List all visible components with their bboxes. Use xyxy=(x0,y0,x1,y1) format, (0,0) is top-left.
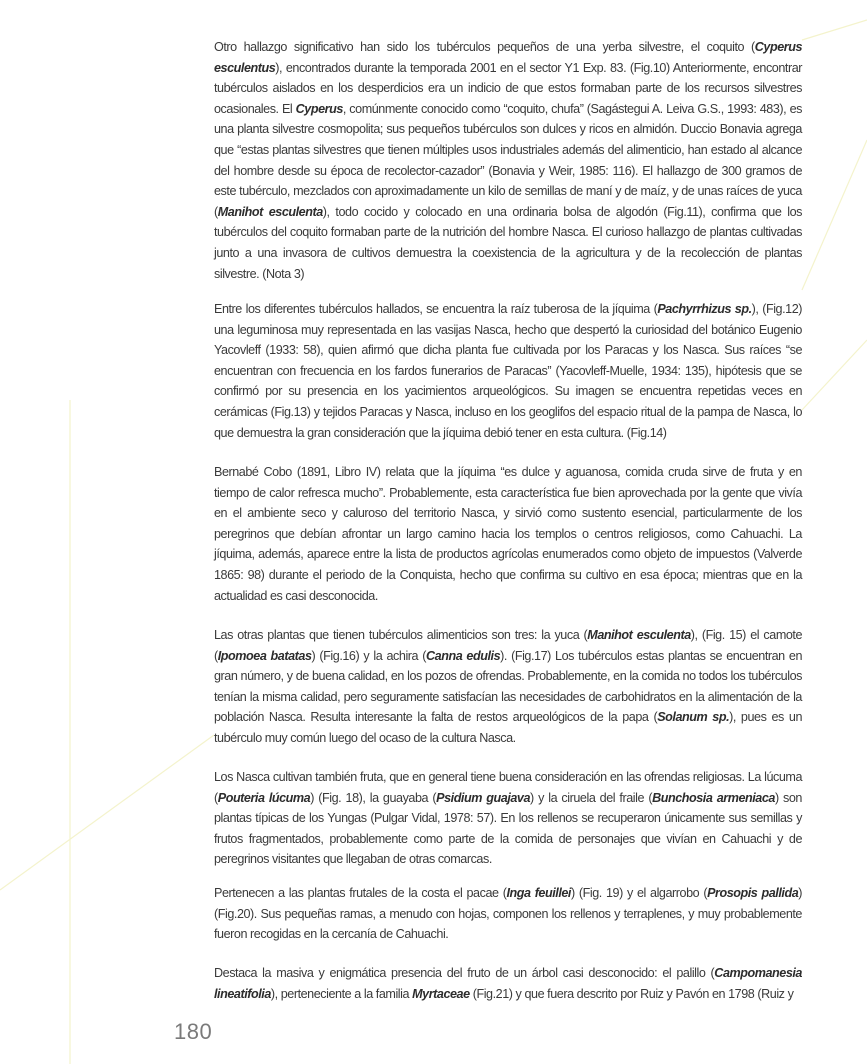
scientific-name: Canna edulis xyxy=(426,648,501,663)
text-run: ), encontrados durante la temporada 2001 en el sector Y1 Exp. 83. (Fig.10) Anteriormente, encontrar tubérculos aislados en los desperdicios era un indicio de que estos formaban parte de los recursos silvestres ocasionales. El xyxy=(214,60,802,116)
scientific-name: Ipomoea batatas xyxy=(217,648,312,663)
paragraph-6 xyxy=(214,883,802,945)
text-run: ), todo cocido y colocado en una ordinaria bolsa de algodón (Fig.11), confirma que los tubérculos del coquito formaban parte de la nutrición del hombre Nasca. El curioso hallazgo de plantas cultivadas junto a una invasora de cultivos demuestra la coexistencia de la agricultura y de la recolección de plantas silvestre. (Nota 3) xyxy=(214,204,803,281)
paragraph-5 xyxy=(214,767,802,870)
scientific-name: Cyperus esculentus xyxy=(214,40,802,75)
scientific-name: Campomanesia lineatifolia xyxy=(214,966,802,1001)
paragraph-4 xyxy=(214,625,802,749)
scientific-name: Bunchosia armeniaca xyxy=(652,790,775,805)
text-run: ) (Fig.20). Sus pequeñas ramas, a menudo con hojas, componen los rellenos y terraplenes, y muy probablemente fueron recogidas en la cercanía de Cahuachi. xyxy=(214,886,803,942)
paragraph-1 xyxy=(214,37,802,284)
text-run: , comúnmente conocido como “coquito, chufa” (Sagástegui A. Leiva G.S., 1993: 483), es una planta silvestre cosmopolita; sus pequeños tubérculos son dulces y ricos en almidón. Duccio Bonavia agrega que “estas plantas silvestres que tienen múltiples usos industriales además del alimenticio, han estado al alcance del hombre desde su época de recolector-cazador” (Bonavia y Weir, 1985: 116). El hallazgo de 300 gramos de este tubérculo, mezclados con aproximadamente un kilo de semillas de maní y de maíz, y de unas raíces de yuca ( xyxy=(214,101,802,219)
text-run: Entre los diferentes tubérculos hallados, se encuentra la raíz tuberosa de la jíquima ( xyxy=(214,302,658,316)
text-run: (Fig.21) y que fuera descrito por Ruiz y Pavón en 1798 (Ruiz y xyxy=(469,986,794,1001)
scientific-name: Prosopis pallida xyxy=(707,886,799,900)
scientific-name: Pouteria lúcuma xyxy=(217,790,311,805)
text-run: ) (Fig. 18), la guayaba ( xyxy=(310,790,437,805)
scientific-name: Solanum sp. xyxy=(657,710,730,725)
scientific-name: Myrtaceae xyxy=(412,986,470,1001)
paragraph-7 xyxy=(214,963,802,1004)
text-run: Pertenecen a las plantas frutales de la costa el pacae ( xyxy=(214,886,507,900)
scientific-name: Pachyrrhizus sp. xyxy=(657,302,752,316)
text-run: ). (Fig.17) Los tubérculos estas plantas se encuentran en gran número, y de buena calidad, en los pozos de ofrendas. Probablemente, en la comida no todos los tubérculos tenían la misma calidad, pero seguramente satisfacían las necesidades de carbohidratos en la alimentación de la población Nasca. Resulta interesante la falta de restos arqueológicos de la papa ( xyxy=(214,648,802,725)
text-run: ), (Fig. 15) el camote ( xyxy=(214,628,803,663)
text-run: Las otras plantas que tienen tubérculos alimenticios son tres: la yuca ( xyxy=(214,628,588,642)
scientific-name: Inga feuillei xyxy=(506,886,571,900)
paragraph-3 xyxy=(214,462,802,606)
text-run: ), (Fig.12) una leguminosa muy representada en las vasijas Nasca, hecho que despertó la curiosidad del botánico Eugenio Yacovleff (1933: 58), quien afirmó que dicha planta fue cultivada por los Paracas y los Nasca. Sus raíces “se encuentran con frecuencia en los fardos funerarios de Paracas” (Yacovleff-Muelle, 1934: 135), hipótesis que se confirmó por su presencia en los yacimientos arqueológicos. Su imagen se encuentra repetidas veces en cerámicas (Fig.13) y tejidos Paracas y Nasca, incluso en los geoglifos del espacio ritual de la pampa de Nasca, lo que demuestra la gran consideración que la jíquima debió tener en esta cultura. (Fig.14) xyxy=(214,302,802,440)
text-run: ) (Fig. 19) y el algarrobo ( xyxy=(570,886,708,900)
text-run: Bernabé Cobo (1891, Libro IV) relata que la jíquima “es dulce y aguanosa, comida cruda sirve de fruta y en tiempo de calor refresca mucho”. Probablemente, esta característica fue bien aprovechada por la gente que vivía en el ambiente seco y caluroso del territorio Nasca, y sirvió como sustento esencial, particularmente de los peregrinos que debían afrontar un largo camino hacia los templos o centros religiosos, como Cahuachi. La jíquima, además, aparece entre la lista de productos agrícolas enumerados como objeto de impuestos (Valverde 1865: 98) durante el periodo de la Conquista, hecho que confirma su cultivo en esa época; mientras que en la actualidad es casi desconocida. xyxy=(214,465,802,603)
text-run: Destaca la masiva y enigmática presencia del fruto de un árbol casi desconocido: el palillo ( xyxy=(214,966,715,980)
scientific-name: Manihot esculenta xyxy=(587,628,691,642)
scientific-name: Manihot esculenta xyxy=(217,204,323,219)
text-run: ) y la ciruela del fraile ( xyxy=(530,790,653,805)
page-number: 180 xyxy=(174,1019,213,1044)
scientific-name: Psidium guajava xyxy=(436,790,531,805)
scientific-name: Cyperus xyxy=(295,101,343,116)
text-run: Otro hallazgo significativo han sido los tubérculos pequeños de una yerba silvestre, el coquito ( xyxy=(214,40,755,54)
text-run: ), pues es un tubérculo muy común luego del ocaso de la cultura Nasca. xyxy=(214,710,802,745)
paragraph-2 xyxy=(214,299,802,443)
text-run: ) son plantas típicas de los Yungas (Pulgar Vidal, 1978: 57). En los rellenos se recuperaron únicamente sus semillas y frutos fragmentados, probablemente como parte de la comida de personajes que vivían en Cahuachi y de peregrinos visitantes que llegaban de otras comarcas. xyxy=(214,790,802,867)
text-run: ), perteneciente a la familia xyxy=(270,986,413,1001)
text-run: ) (Fig.16) y la achira ( xyxy=(311,648,427,663)
text-run: Los Nasca cultivan también fruta, que en general tiene buena consideración en las ofrendas religiosas. La lúcuma ( xyxy=(214,770,802,805)
